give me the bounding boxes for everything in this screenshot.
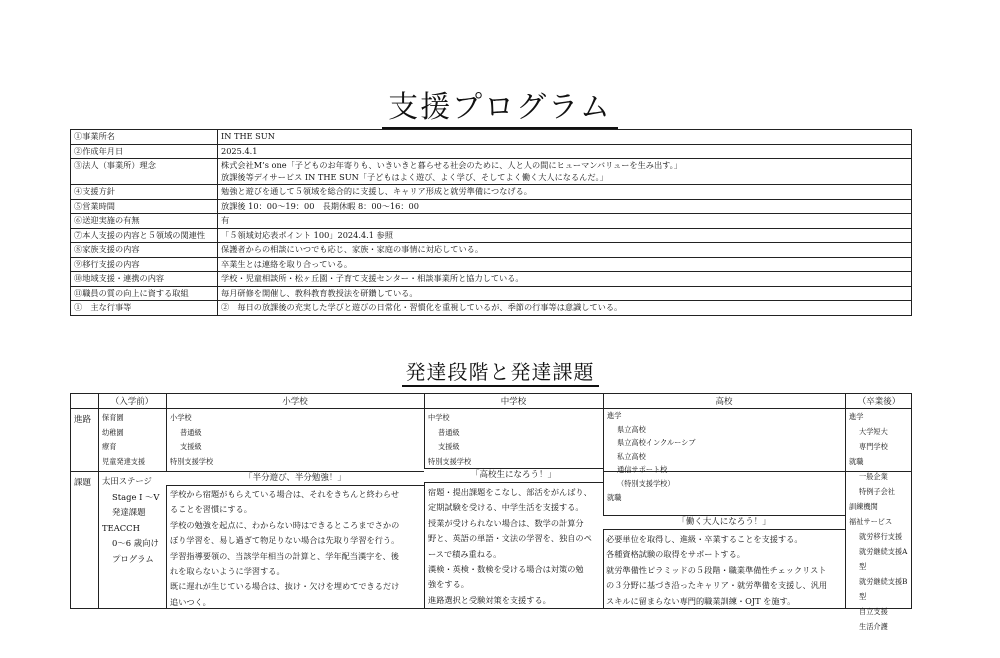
info-value: 勉強と遊びを通して５領域を総合的に支援し、キャリア形成と就労準備につなげる。 (218, 185, 912, 200)
elementary-motto: 「半分遊び、半分勉強！」 (166, 471, 424, 486)
info-label: ④支援方針 (71, 185, 218, 200)
path-high-school: 進学 県立高校 県立高校インクルーシブ 私立高校 通信サポート校 （特別支援学校） 就職 (607, 411, 696, 502)
row-label-path: 進路 (74, 415, 92, 425)
info-label: ①事業所名 (71, 130, 218, 145)
info-row (71, 214, 912, 229)
info-value: 学校・児童相談所・松ヶ丘園・子育て支援センター・相談事業所と協力している。 (218, 272, 912, 287)
info-row (71, 144, 912, 159)
info-label: ① 主な行事等 (71, 301, 218, 316)
info-row (71, 199, 912, 214)
header-post: （卒業後） (857, 397, 901, 407)
info-row (71, 130, 912, 145)
info-value: 保護者からの相談にいつでも応じ、家族・家庭の事情に対応している。 (218, 243, 912, 258)
info-label: ⑦本人支援の内容と５領域の関連性 (71, 228, 218, 243)
info-label: ⑤営業時間 (71, 199, 218, 214)
section-title: 発達段階と発達課題 (0, 356, 1000, 385)
info-value: IN THE SUN (218, 130, 912, 145)
info-row (71, 228, 912, 243)
development-table (70, 393, 912, 631)
info-row (71, 301, 912, 316)
header-pre: （入学前） (110, 397, 154, 407)
info-row (71, 159, 912, 185)
path-elementary: 小学校 普通級 支援級 特別支援学校 (170, 413, 214, 466)
path-junior-high: 中学校 普通級 支援級 特別支援学校 (428, 413, 472, 466)
header-high-school: 高校 (715, 397, 733, 407)
info-label: ⑨移行支援の内容 (71, 257, 218, 272)
info-value: 卒業生とは連絡を取り合っている。 (218, 257, 912, 272)
row-label-task: 課題 (74, 478, 92, 488)
info-value: 2025.4.1 (218, 144, 912, 159)
info-row (71, 185, 912, 200)
info-value: 有 (218, 214, 912, 229)
path-post: 進学 大学短大 専門学校 就職 一般企業 特例子会社 訓練機関 福祉サービス 就労移行支援 就労継続支援A型 就労継続支援B型 自立支援 生活介護 (849, 412, 908, 631)
info-row (71, 286, 912, 301)
info-row (71, 243, 912, 258)
info-row (71, 257, 912, 272)
info-label: ②作成年月日 (71, 144, 218, 159)
junior-high-motto: 「高校生になろう！」 (424, 468, 603, 483)
high-school-motto: 「働く大人になろう！」 (603, 515, 845, 530)
info-value: ② 毎日の放課後の充実した学びと遊びの日常化・習慣化を重視しているが、季節の行事等は意識している。 (218, 301, 912, 316)
header-elementary: 小学校 (282, 397, 308, 407)
info-label: ⑩地域支援・連携の内容 (71, 272, 218, 287)
task-high-school: 必要単位を取得し、進級・卒業することを支援する。 各種資格試験の取得をサポートする。 就労準備性ピラミッドの５段階・職業準備性チェックリスト の３分野に基づき沿ったキャリア・就労準備を支援し、汎用 スキルに留まらない専門的職業訓練・OJT を施す。 (606, 534, 828, 606)
task-junior-high: 宿題・提出課題をこなし、部活をがんばり、 定期試験を受ける、中学生活を支援する。 授業が受けられない場合は、数学の計算分 野と、英語の単語・文法の学習を、独自のペ ースで積み重ねる。 漢検・英検・数検を受ける場合は対策の勉 強をする。 進路選択と受験対策を支援する。 (428, 487, 592, 605)
info-value: 放課後 10：00～19：00 長期休暇 8：00～16：00 (218, 199, 912, 214)
info-label: ⑪職員の質の向上に資する取組 (71, 286, 218, 301)
info-row (71, 272, 912, 287)
header-junior-high: 中学校 (500, 397, 527, 407)
page-title: 支援プログラム (0, 82, 1000, 126)
task-pre: 太田ステージ Stage I ～V 発達課題 TEACCH 0～6 歳向け プログラム (102, 476, 160, 564)
info-value: 株式会社M’s one「子どものお年寄りも、いきいきと暮らせる社会のために、人と人の間にヒューマンバリューを生み出す。」 放課後等デイサービス IN THE SUN「子どもはよく遊び、よく学び、そしてよく働く大人になるんだ。」 (218, 159, 912, 185)
info-value: 「５領域対応表ポイント 100」2024.4.1 参照 (218, 228, 912, 243)
info-value: 毎月研修を開催し、教科教育教授法を研鑽している。 (218, 286, 912, 301)
task-elementary: 学校から宿題がもらえている場合は、それをきちんと終わらせ ることを習慣にする。 学校の勉強を起点に、わからない時はできるところまでさかの ぼり学習を、易し過ぎて物足りない場合は先取り学習を行う。 学習指導要領の、当該学年相当の計算と、学年配当漢字を、後 れを取らないように学習する。 既に遅れが生じている場合は、抜け・欠けを埋めてできるだけ 追いつく。 (170, 489, 400, 607)
info-label: ⑧家族支援の内容 (71, 243, 218, 258)
info-label: ⑥送迎実施の有無 (71, 214, 218, 229)
info-label: ③法人（事業所）理念 (71, 159, 218, 185)
path-pre: 保育園 幼稚園 療育 児童発達支援 (102, 413, 146, 466)
info-table (70, 129, 912, 316)
